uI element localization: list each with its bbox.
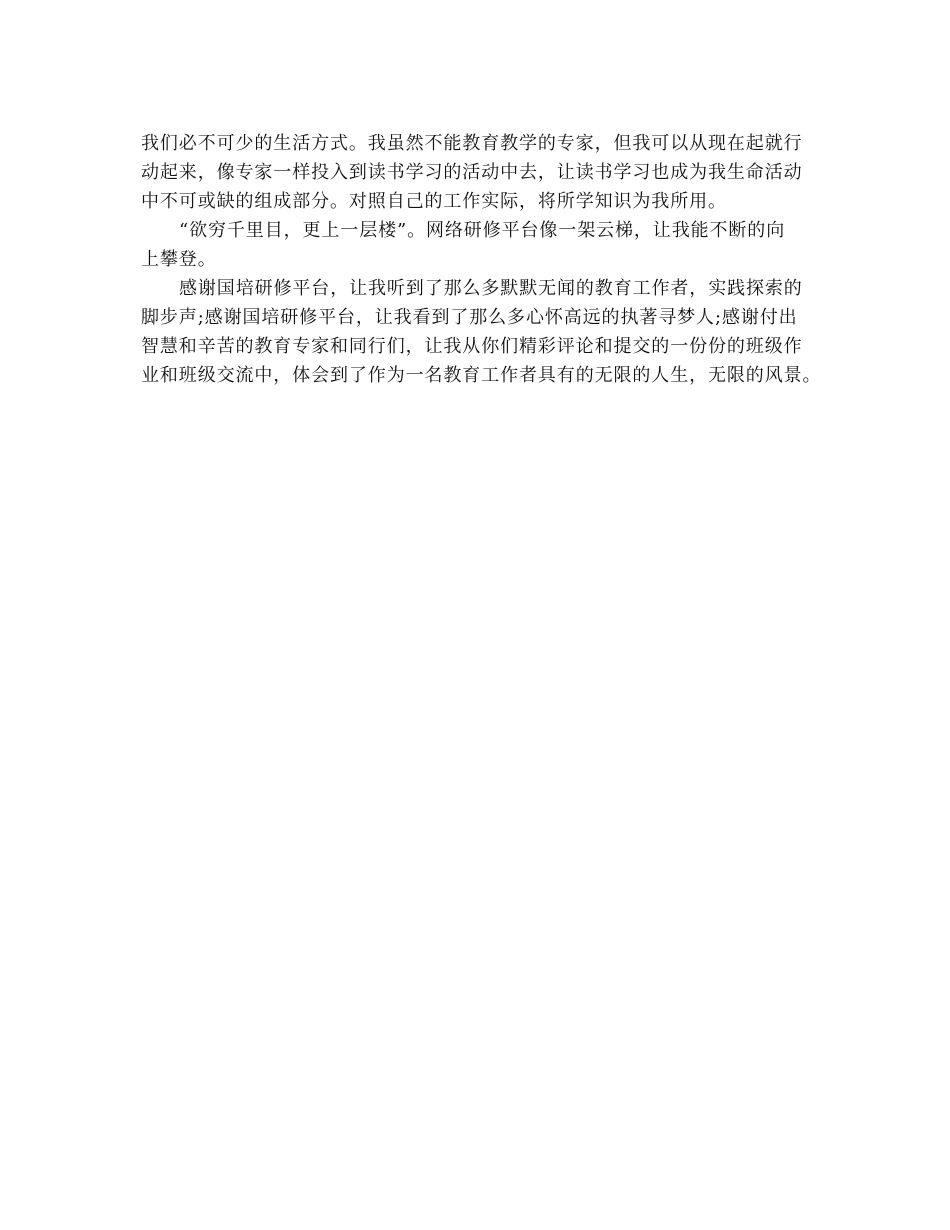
paragraph-line: 脚步声;感谢国培研修平台，让我看到了那么多心怀高远的执著寻梦人;感谢付出 — [141, 307, 798, 328]
paragraph-1 — [141, 129, 811, 216]
paragraph-line: “欲穷千里目，更上一层楼”。网络研修平台像一架云梯，让我能不断的向 — [179, 220, 786, 241]
paragraph-line: 业和班级交流中，体会到了作为一名教育工作者具有的无限的人生，无限的风景。 — [141, 365, 822, 386]
paragraph-line: 智慧和辛苦的教育专家和同行们，让我从你们精彩评论和提交的一份份的班级作 — [141, 336, 803, 357]
paragraph-line: 我们必不可少的生活方式。我虽然不能教育教学的专家，但我可以从现在起就行 — [141, 133, 803, 154]
paragraph-line: 感谢国培研修平台，让我听到了那么多默默无闻的教育工作者，实践探索的 — [179, 278, 803, 299]
paragraph-line: 中不可或缺的组成部分。对照自己的工作实际，将所学知识为我所用。 — [141, 191, 727, 212]
document-body — [141, 129, 822, 390]
paragraph-line: 上攀登。 — [141, 249, 217, 270]
paragraph-2 — [141, 216, 811, 274]
paragraph-line: 动起来，像专家一样投入到读书学习的活动中去，让读书学习也成为我生命活动 — [141, 162, 803, 183]
paragraph-3 — [141, 274, 822, 390]
